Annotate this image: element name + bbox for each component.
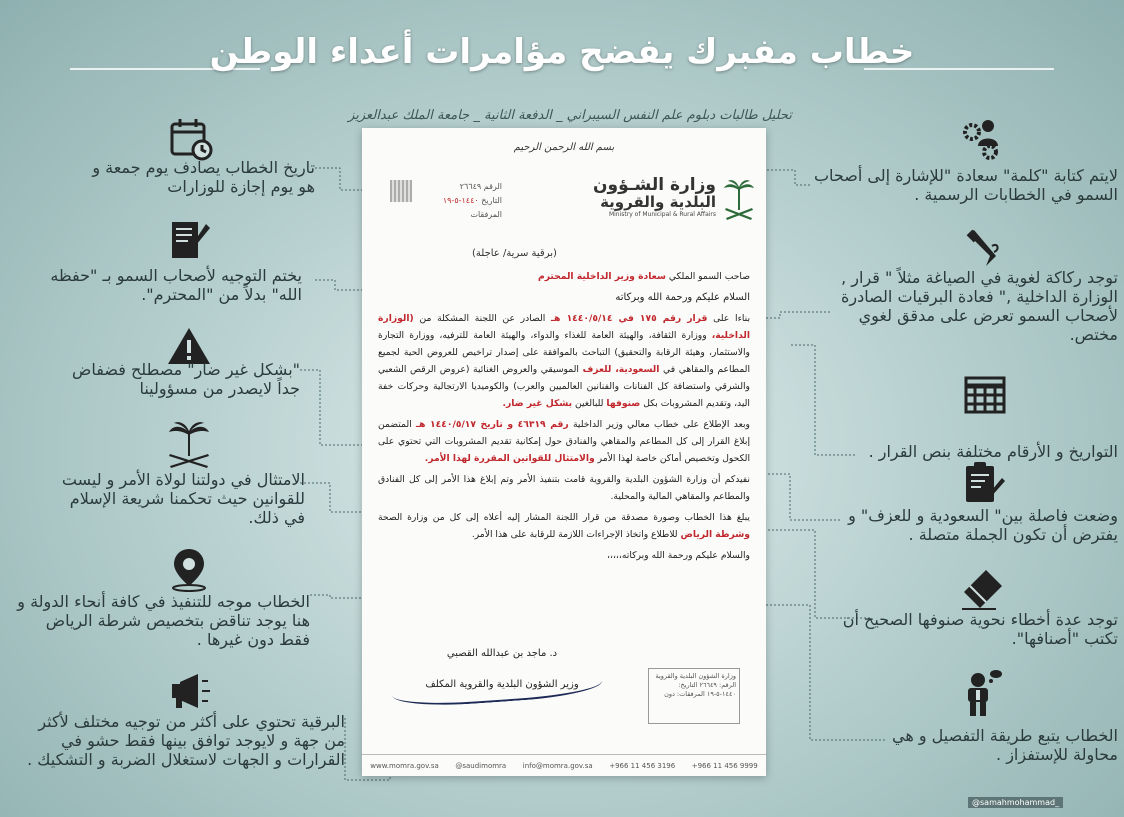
- attach-row: [392, 208, 502, 222]
- p1-a: بناءا على: [713, 313, 751, 324]
- paragraph-2: [378, 416, 750, 467]
- closing: والسلام عليكم ورحمة الله وبركاته،،،،،: [607, 550, 750, 561]
- megaphone-icon: [166, 668, 212, 714]
- attach-label: المرفقات: [470, 210, 502, 219]
- basmala: بسم الله الرحمن الرحيم: [513, 142, 615, 153]
- annotation-not-harmful: "بشكل غير ضار" مصطلح فضفاض جداً لايصدر من مسؤولينا: [72, 360, 300, 398]
- fountain-pen-icon: [960, 226, 1006, 272]
- p2-a: وبعد الإطلاع على خطاب معالي وزير الداخلية: [573, 419, 750, 430]
- person-gears-icon: [960, 116, 1006, 162]
- p1-red-4: صنوفها: [606, 398, 641, 409]
- ref-value: ٢٦٦٤٩: [459, 182, 482, 191]
- eraser-icon: [958, 566, 1004, 612]
- classification: (برقية سرية/ عاجلة): [472, 248, 557, 259]
- footer-mail: info@momra.gov.sa: [522, 761, 593, 770]
- saudi-emblem-icon: [166, 420, 212, 466]
- footer-web: www.momra.gov.sa: [370, 761, 439, 770]
- p1-b: الصادر عن اللجنة المشكلة من: [419, 313, 546, 324]
- annotation-provocation: الخطاب يتبع طريقة التفصيل و هي محاولة للإستفزاز .: [891, 726, 1118, 764]
- date-value: ١٤٤٠-٥-١٩: [442, 196, 479, 205]
- paragraph-4: [378, 509, 750, 543]
- letter-meta: [392, 180, 502, 222]
- location-pin-icon: [166, 546, 212, 592]
- barcode-icon: [390, 180, 412, 202]
- p2-red-2: والامتثال للقوانين المقررة لهذا الأمر.: [424, 453, 595, 464]
- letter-body: [378, 268, 750, 568]
- p1-d: الموسيقي والعروض الغنائية (عروض الرقص الشعبي والشرقي واستضافة كل الفنانات والفنانين العالميين والعرب) والكوميديا الارتجالية وحركات خفة اليد، وتقديم المشروبات بكل: [378, 364, 750, 409]
- p1-e: للبالغين: [575, 398, 604, 409]
- addressee-name: سعادة وزير الداخلية المحترم: [537, 271, 666, 282]
- person-thinking-icon: [958, 668, 1004, 714]
- p1-c: ووزارة الثقافة، والهيئة العامة للغذاء والدواء، والهيئة العامة للترفيه، ووزارة التجارة والاستثمار، وهيئة الرقابة والتحقيق) التباحث بالموافقة على إصدار تراخيص للعروض الحية لجميع المطاعم والمقاهي في: [378, 330, 751, 375]
- calendar-clock-icon: [168, 116, 214, 162]
- ministry-name-line2: البلدية والقروية: [600, 193, 716, 211]
- letter-document: [362, 128, 766, 776]
- annotation-friday-date: تاريخ الخطاب يصادف يوم جمعة و هو يوم إجازة للوزارات: [92, 158, 315, 196]
- ministry-header: [593, 176, 716, 218]
- annotation-comma: وضعت فاصلة بين" السعودية و للعزف" و يفترض أن تكون الجملة متصلة .: [848, 506, 1118, 544]
- annotation-weak-language: توجد ركاكة لغوية في الصياغة مثلاً " قرار , الوزارة الداخلية ," فعادة البرقيات الصادرة لأصحاب السمو تعرض على مدقق لغوي مختص.: [841, 268, 1118, 344]
- page-title: خطاب مفبرك يفضح مؤامرات أعداء الوطن: [209, 32, 915, 72]
- p1-red-1: قرار رقم ١٧٥ في ١٤٤٠/٥/١٤ هـ: [551, 313, 708, 324]
- p1-red-3: السعودية، للعزف: [582, 364, 660, 375]
- annotation-grammar: توجد عدة أخطاء نحوية صنوفها الصحيح أن تكتب "أصنافها".: [842, 610, 1118, 648]
- p4-b: للاطلاع واتخاذ الإجراءات اللازمة للرقابة على هذا الأمر.: [471, 529, 678, 540]
- official-stamp: وزارة الشؤون البلدية والقروية الرقم: ٢٦٦٤٩ التاريخ: ١٤٤٠-٥-١٩ المرفقات: دون: [648, 668, 740, 724]
- author-credit: @samahmohammad_: [968, 797, 1063, 808]
- addressee: [378, 268, 750, 285]
- calendar-grid-icon: [962, 372, 1008, 418]
- footer-phone-1: +966 11 456 3196: [609, 761, 676, 770]
- signer-title: وزير الشؤون البلدية والقروية المكلف: [425, 679, 579, 690]
- annotation-riyadh-police: الخطاب موجه للتنفيذ في كافة أنحاء الدولة و هنا يوجد تناقض بتخصيص شرطة الرياض فقط دون غيرها .: [17, 592, 310, 649]
- footer-phone-2: +966 11 456 9999: [691, 761, 758, 770]
- signer-name: د. ماجد بن عبدالله القصبي: [446, 648, 558, 659]
- p2-b: المتضمن إبلاغ القرار إلى كل المطاعم والمقاهي والفنادق حول إمكانية تقديم المشروبات التي تحتوي على الكحول وتخصيص أماكن خاصة لهذا الأمر: [378, 419, 750, 464]
- ministry-name-en: Ministry of Municipal & Rural Affairs: [608, 211, 716, 218]
- page-subtitle: تحليل طالبات دبلوم علم النفس السيبراني _ الدفعة الثانية _ جامعة الملك عبدالعزيز: [348, 108, 792, 123]
- p1-red-2: (الوزارة الداخلية،: [378, 313, 750, 341]
- p2-red-1: رقم ٤٦٣١٩ و تاريخ ١٤٤٠/٥/١٧ هـ: [415, 419, 569, 430]
- greeting: السلام عليكم ورحمة الله وبركاته: [615, 292, 750, 303]
- footer-twitter: @saudimomra: [455, 761, 507, 770]
- ministry-name-line1: وزارة الشـؤون: [593, 175, 716, 195]
- paragraph-1: [378, 310, 750, 412]
- annotation-mixed-directives: البرقية تحتوي على أكثر من توجيه مختلف لأكثر من جهة و لايوجد توافق بينها فقط حشو في القرارات و الجهات لاستغلال الضربة و التشكيك .: [27, 712, 345, 769]
- addressee-prefix: صاحب السمو الملكي: [668, 271, 750, 282]
- annotation-obedience: الامتثال في دولتنا لولاة الأمر و ليست للقوانين حيث تحكمنا شريعة الإسلام في ذلك.: [61, 470, 305, 527]
- saudi-emblem-icon: [722, 178, 756, 224]
- p1-red-5: بشكل غير ضار.: [502, 398, 573, 409]
- annotation-dates-mismatch: التواريخ و الأرقام مختلفة بنص القرار .: [868, 442, 1118, 461]
- paragraph-3: نفيدكم أن وزارة الشؤون البلدية والقروية قامت بتنفيذ الأمر وتم إبلاغ هذا الأمر إلى كل الفنادق والمطاعم والمقاهي المالية والمحلية.: [378, 474, 750, 502]
- pen-paper-icon: [166, 218, 212, 264]
- annotation-hafizahullah: يختم التوجيه لأصحاب السمو بـ "حفظه الله" بدلاً من "المحترم".: [50, 266, 302, 304]
- letter-footer: [362, 754, 766, 776]
- p4-red: وشرطة الرياض: [680, 529, 750, 540]
- annotation-saadat-title: لايتم كتابة "كلمة" سعادة "للإشارة إلى أصحاب السمو في الخطابات الرسمية .: [813, 166, 1118, 204]
- clipboard-edit-icon: [960, 460, 1006, 506]
- date-label: التاريخ: [481, 196, 502, 205]
- ref-label: الرقم: [483, 182, 502, 191]
- p4-a: يبلغ هذا الخطاب وصورة مصدقة من قرار اللجنة المشار إليه أعلاه إلى كل من وزارة الصحة: [378, 512, 750, 523]
